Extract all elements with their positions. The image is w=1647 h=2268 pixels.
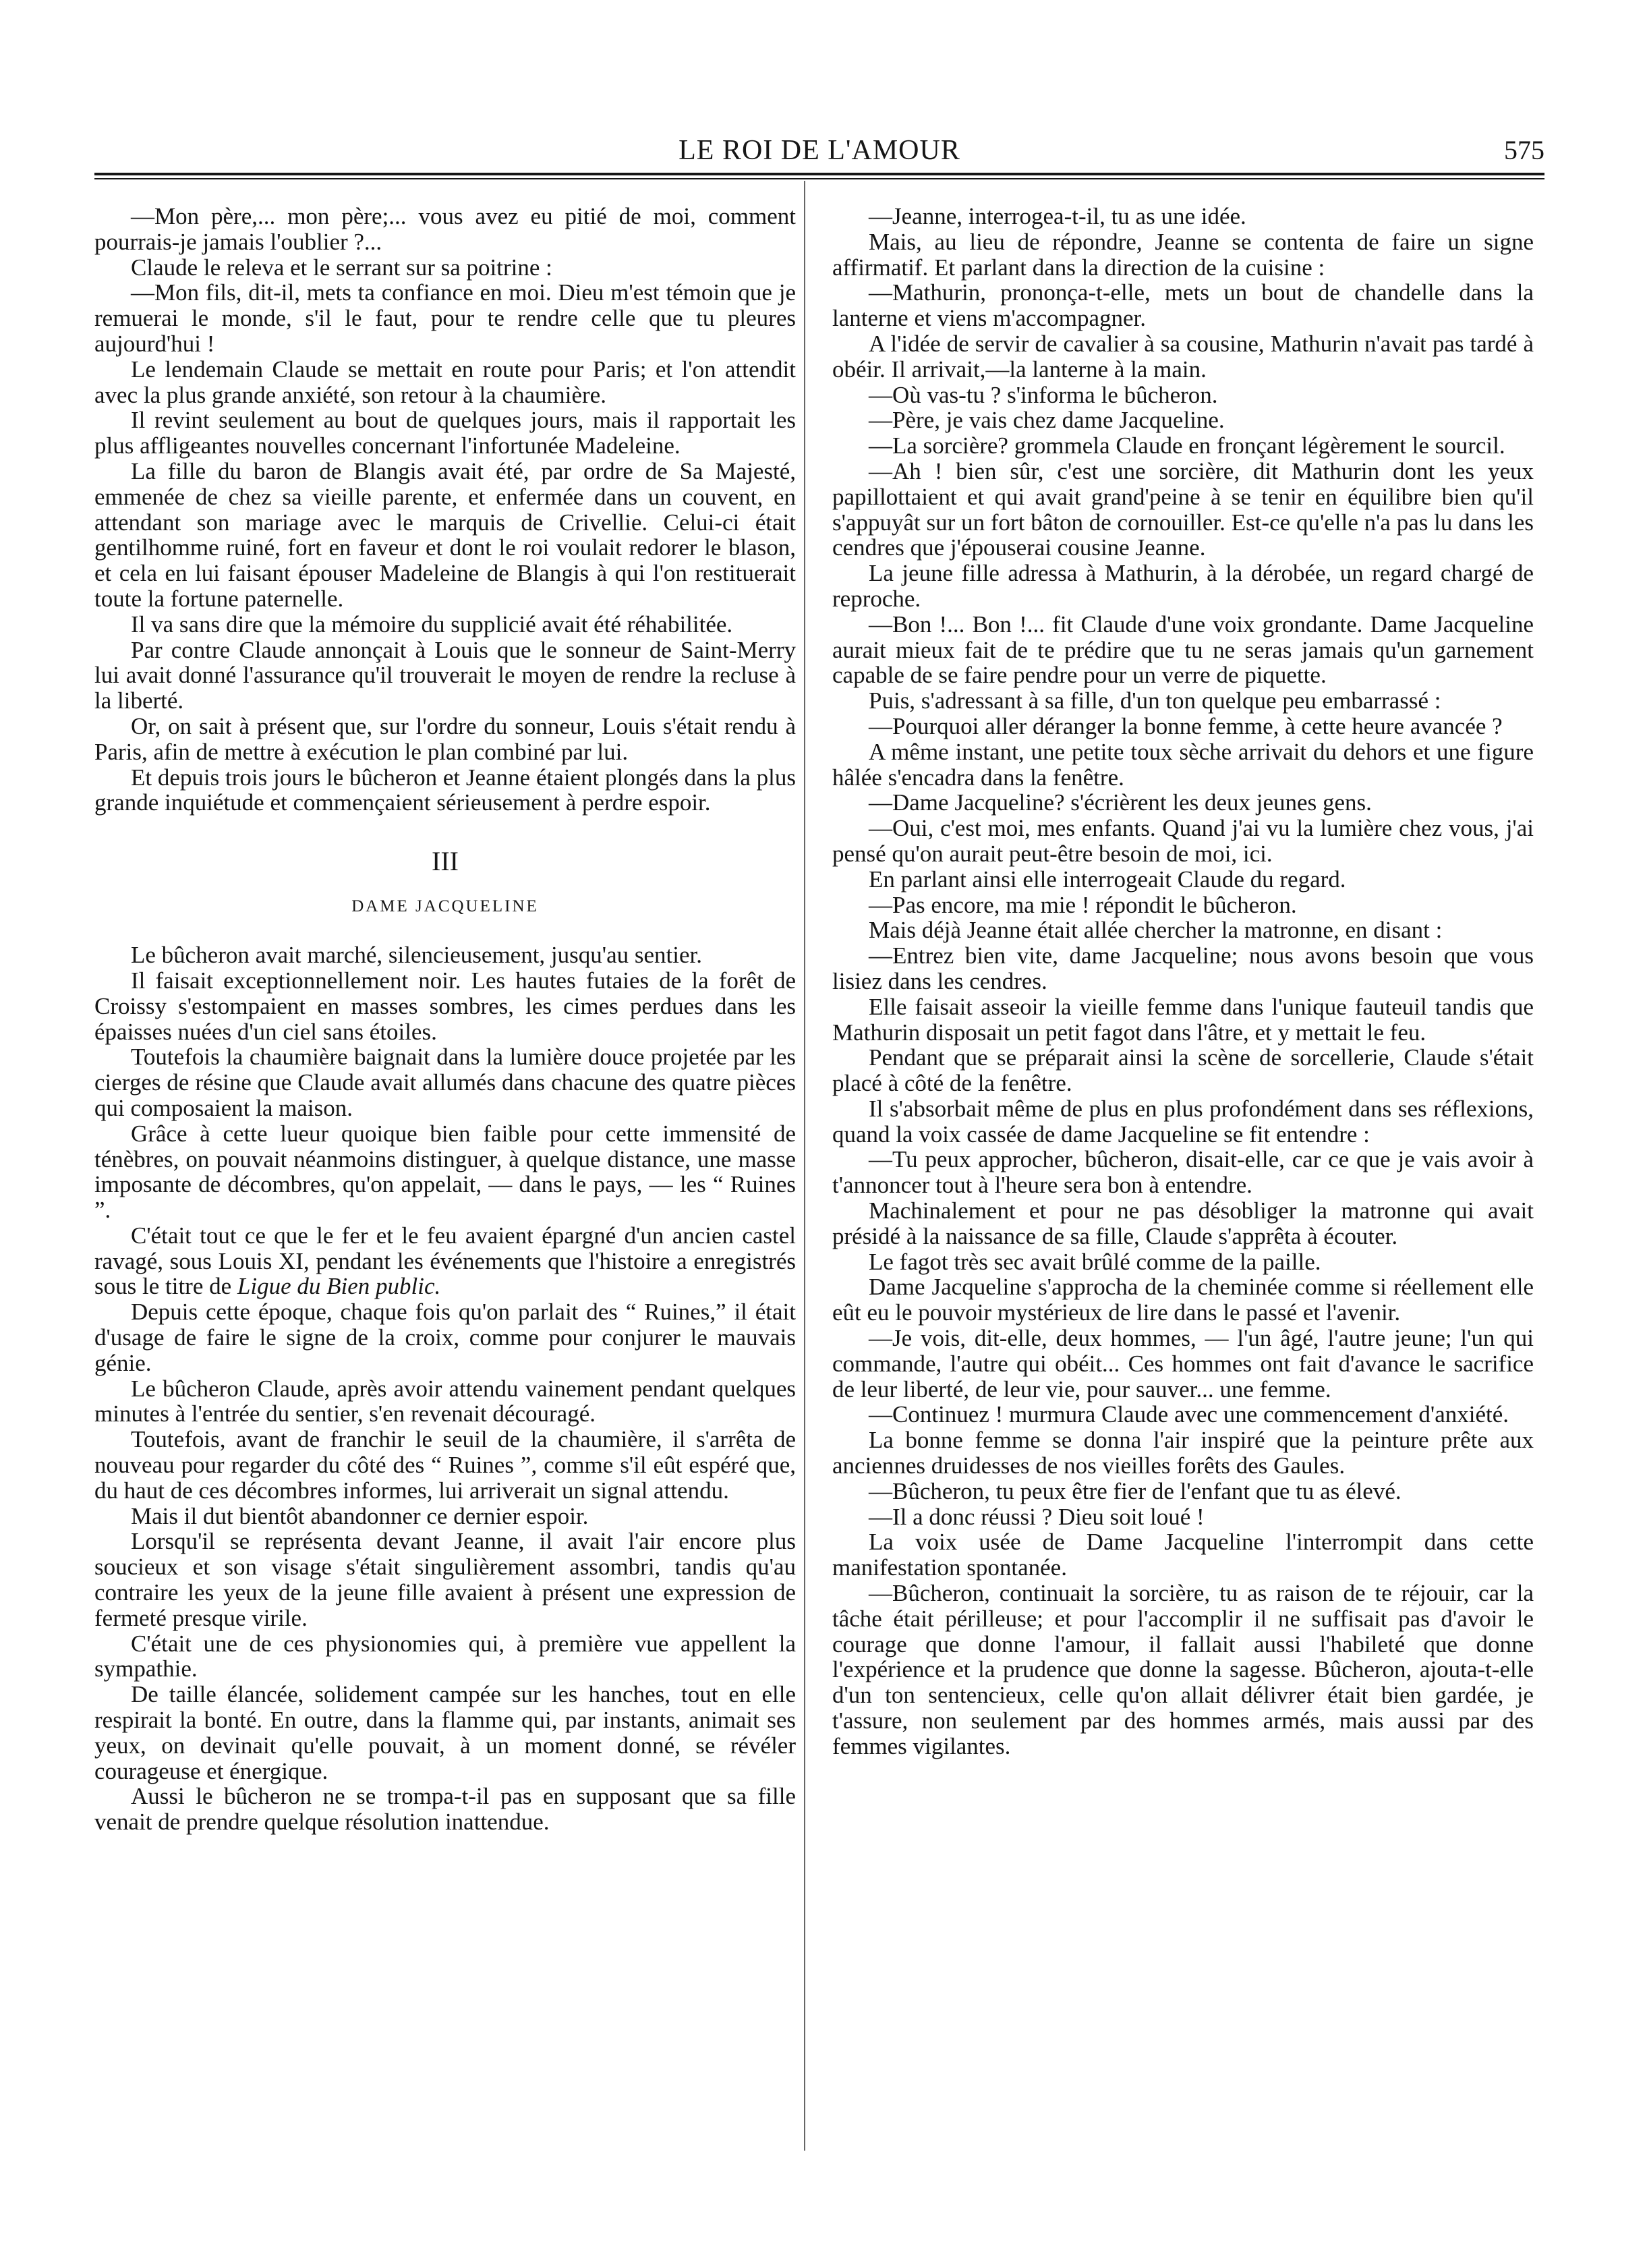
- paragraph: La bonne femme se donna l'air inspiré que la peinture prête aux anciennes druidesses de nos vieilles forêts des Gaules.: [832, 1427, 1534, 1479]
- paragraph: Machinalement et pour ne pas désobliger la matronne qui avait présidé à la naissance de sa fille, Claude s'apprêta à écouter.: [832, 1197, 1534, 1249]
- paragraph-text: C'était tout ce que le fer et le feu avaient épargné d'un ancien castel ravagé, sous Louis XI, pendant les événements que l'histoire a enregistrés sous le titre de: [94, 1222, 796, 1300]
- paragraph: Il va sans dire que la mémoire du supplicié avait été réhabilitée.: [131, 611, 733, 637]
- paragraph: Puis, s'adressant à sa fille, d'un ton quelque peu embarrassé :: [869, 687, 1441, 714]
- paragraph: De taille élancée, solidement campée sur les hanches, tout en elle respirait la bonté. En outre, dans la flamme qui, par instants, animait ses yeux, on devinait qu'elle pouvait, à un moment donné, se révéler courageuse et énergique.: [94, 1681, 796, 1784]
- running-header: [94, 134, 1544, 167]
- paragraph: En parlant ainsi elle interrogeait Claude du regard.: [869, 866, 1346, 892]
- paragraph: Aussi le bûcheron ne se trompa-t-il pas en supposant que sa fille venait de prendre quelque résolution inattendue.: [94, 1783, 796, 1836]
- paragraph: —Tu peux approcher, bûcheron, disait-elle, car ce que je vais avoir à t'annoncer tout à l'heure sera bon à entendre.: [832, 1146, 1534, 1199]
- paragraph: —Il a donc réussi ? Dieu soit loué !: [869, 1503, 1205, 1530]
- paragraph: —Entrez bien vite, dame Jacqueline; nous avons besoin que vous lisiez dans les cendres.: [832, 942, 1534, 994]
- paragraph: Lorsqu'il se représenta devant Jeanne, il avait l'air encore plus soucieux et son visage s'était singulièrement assombri, tandis qu'au contraire les yeux de la jeune fille avaient à présent une expression de fermeté presque virile.: [94, 1528, 796, 1631]
- paragraph: —Oui, c'est moi, mes enfants. Quand j'ai vu la lumière chez vous, j'ai pensé qu'on aurait peut-être besoin de moi, ici.: [832, 815, 1534, 867]
- paragraph: Or, on sait à présent que, sur l'ordre du sonneur, Louis s'était rendu à Paris, afin de mettre à exécution le plan combiné par lui.: [94, 712, 796, 765]
- paragraph: —Mon père,... mon père;... vous avez eu pitié de moi, comment pourrais-je jamais l'oublier ?...: [94, 203, 796, 255]
- paragraph: Grâce à cette lueur quoique bien faible pour cette immensité de ténèbres, on pouvait néanmoins distinguer, à quelque distance, une masse imposante de décombres, qu'on appelait, — dans le pays, — les “ Ruines ”.: [94, 1120, 796, 1224]
- paragraph: Il s'absorbait même de plus en plus profondément dans ses réflexions, quand la voix cassée de dame Jacqueline se fit entendre :: [832, 1095, 1534, 1147]
- paragraph: La jeune fille adressa à Mathurin, à la dérobée, un regard chargé de reproche.: [832, 560, 1534, 612]
- header-rule-thick: [94, 173, 1544, 175]
- paragraph: Pendant que se préparait ainsi la scène de sorcellerie, Claude s'était placé à côté de la fenêtre.: [832, 1044, 1534, 1097]
- paragraph: Mais déjà Jeanne était allée chercher la matronne, en disant :: [869, 917, 1443, 944]
- paragraph: —Ah ! bien sûr, c'est une sorcière, dit Mathurin dont les yeux papillottaient et qui avait grand'peine à se tenir en équilibre bien qu'il s'appuyât sur un fort bâton de cornouiller. Est-ce qu'elle n'a pas lu dans les cendres que j'épouserai cousine Jeanne.: [832, 457, 1534, 561]
- paragraph: Mais il dut bientôt abandonner ce dernier espoir.: [131, 1502, 589, 1529]
- paragraph: —Bûcheron, tu peux être fier de l'enfant que tu as élevé.: [869, 1477, 1402, 1504]
- paragraph: —Bon !... Bon !... fit Claude d'une voix grondante. Dame Jacqueline aurait mieux fait de te prédire que tu ne seras jamais qu'un garnement capable de se faire pendre pour un verre de piquette.: [832, 611, 1534, 689]
- column-divider: [804, 181, 805, 2151]
- running-title: LE ROI DE L'AMOUR: [678, 135, 960, 166]
- paragraph: A même instant, une petite toux sèche arrivait du dehors et une figure hâlée s'encadra dans la fenêtre.: [832, 738, 1534, 791]
- paragraph: Il faisait exceptionnellement noir. Les hautes futaies de la forêt de Croissy s'estompaient en masses sombres, les cimes perdues dans les épaisses nuées d'un ciel sans étoiles.: [94, 967, 796, 1045]
- paragraph: Dame Jacqueline s'approcha de la cheminée comme si réellement elle eût eu le pouvoir mystérieux de lire dans le passé et l'avenir.: [832, 1274, 1534, 1326]
- paragraph: Le bûcheron avait marché, silencieusement, jusqu'au sentier.: [131, 942, 702, 969]
- paragraph: —Jeanne, interrogea-t-il, tu as une idée.: [869, 203, 1246, 229]
- paragraph: —Dame Jacqueline? s'écrièrent les deux jeunes gens.: [869, 789, 1372, 816]
- paragraph: Le fagot très sec avait brûlé comme de la paille.: [869, 1248, 1321, 1275]
- paragraph: —Continuez ! murmura Claude avec une commencement d'anxiété.: [869, 1401, 1509, 1428]
- paragraph: Le lendemain Claude se mettait en route pour Paris; et l'on attendit avec la plus grande anxiété, son retour à la chaumière.: [94, 356, 796, 408]
- paragraph: Par contre Claude annonçait à Louis que le sonneur de Saint-Merry lui avait donné l'assurance qu'il trouverait le moyen de rendre la recluse à la liberté.: [94, 636, 796, 714]
- paragraph: Et depuis trois jours le bûcheron et Jeanne étaient plongés dans la plus grande inquiétude et commençaient sérieusement à perdre espoir.: [94, 764, 796, 816]
- right-column: [832, 204, 1534, 1759]
- paragraph: La voix usée de Dame Jacqueline l'interrompit dans cette manifestation spontanée.: [832, 1529, 1534, 1581]
- paragraph: —Je vois, dit-elle, deux hommes, — l'un âgé, l'autre jeune; l'un qui commande, l'autre qui obéit... Ces hommes ont fait d'avance le sacrifice de leur liberté, de leur vie, pour sauver... une femme.: [832, 1325, 1534, 1402]
- paragraph: Le bûcheron Claude, après avoir attendu vainement pendant quelques minutes à l'entrée du sentier, s'en revenait découragé.: [94, 1375, 796, 1427]
- paragraph: C'était une de ces physionomies qui, à première vue appellent la sympathie.: [94, 1630, 796, 1682]
- section-number: III: [432, 846, 459, 877]
- paragraph: Toutefois la chaumière baignait dans la lumière douce projetée par les cierges de résine que Claude avait allumés dans chacune des quatre pièces qui composaient la maison.: [94, 1044, 796, 1121]
- paragraph: —Pas encore, ma mie ! répondit le bûcheron.: [869, 891, 1297, 918]
- paragraph: —Où vas-tu ? s'informa le bûcheron.: [869, 381, 1218, 408]
- paragraph: A l'idée de servir de cavalier à sa cousine, Mathurin n'avait pas tardé à obéir. Il arrivait,—la lanterne à la main.: [832, 330, 1534, 382]
- left-column: [94, 204, 796, 1835]
- header-rule-thin: [94, 178, 1544, 179]
- paragraph: Toutefois, avant de franchir le seuil de la chaumière, il s'arrêta de nouveau pour regarder du côté des “ Ruines ”, comme s'il eût espéré que, du haut de ces décombres informes, lui arriverait un signal attendu.: [94, 1426, 796, 1504]
- page-number: 575: [1504, 135, 1544, 165]
- paragraph: Mais, au lieu de répondre, Jeanne se contenta de faire un signe affirmatif. Et parlant dans la direction de la cuisine :: [832, 228, 1534, 281]
- paragraph: —Bûcheron, continuait la sorcière, tu as raison de te réjouir, car la tâche était périlleuse; et pour l'accomplir il ne suffisait pas d'avoir le courage que donne l'amour, il fallait aussi l'habileté que donne l'expérience et la prudence que donne la sagesse. Bûcheron, ajouta-t-elle d'un ton sentencieux, celle qu'on allait délivrer était bien gardée, je t'assure, non seulement par des hommes armés, mais aussi par des femmes vigilantes.: [832, 1580, 1534, 1759]
- paragraph: Claude le releva et le serrant sur sa poitrine :: [131, 254, 552, 281]
- paragraph: La fille du baron de Blangis avait été, par ordre de Sa Majesté, emmenée de chez sa vieille parente, et enfermée dans un couvent, en attendant son mariage avec le marquis de Crivellie. Celui-ci était gentilhomme ruiné, fort en faveur et dont le roi voulait redorer le blason, et cela en lui faisant épouser Madeleine de Blangis à qui l'on restituerait toute la fortune paternelle.: [94, 457, 796, 612]
- paragraph: —Mon fils, dit-il, mets ta confiance en moi. Dieu m'est témoin que je remuerai le monde, s'il le faut, pour te rendre celle que tu pleures aujourd'hui !: [94, 279, 796, 357]
- paragraph-with-title: [94, 1223, 796, 1299]
- italic-title: Ligue du Bien public.: [237, 1273, 441, 1300]
- paragraph: —Père, je vais chez dame Jacqueline.: [869, 407, 1225, 434]
- paragraph: —La sorcière? grommela Claude en fronçant légèrement le sourcil.: [869, 432, 1505, 459]
- paragraph: —Mathurin, prononça-t-elle, mets un bout de chandelle dans la lanterne et viens m'accompagner.: [832, 279, 1534, 332]
- paragraph: Il revint seulement au bout de quelques jours, mais il rapportait les plus affligeantes nouvelles concernant l'infortunée Madeleine.: [94, 407, 796, 459]
- paragraph: —Pourquoi aller déranger la bonne femme, à cette heure avancée ?: [869, 712, 1503, 739]
- paragraph: Elle faisait asseoir la vieille femme dans l'unique fauteuil tandis que Mathurin disposait un petit fagot dans l'âtre, et y mettait le feu.: [832, 993, 1534, 1046]
- paragraph: Depuis cette époque, chaque fois qu'on parlait des “ Ruines,” il était d'usage de faire le signe de la croix, comme pour conjurer le mauvais génie.: [94, 1299, 796, 1376]
- section-title: DAME JACQUELINE: [351, 897, 539, 916]
